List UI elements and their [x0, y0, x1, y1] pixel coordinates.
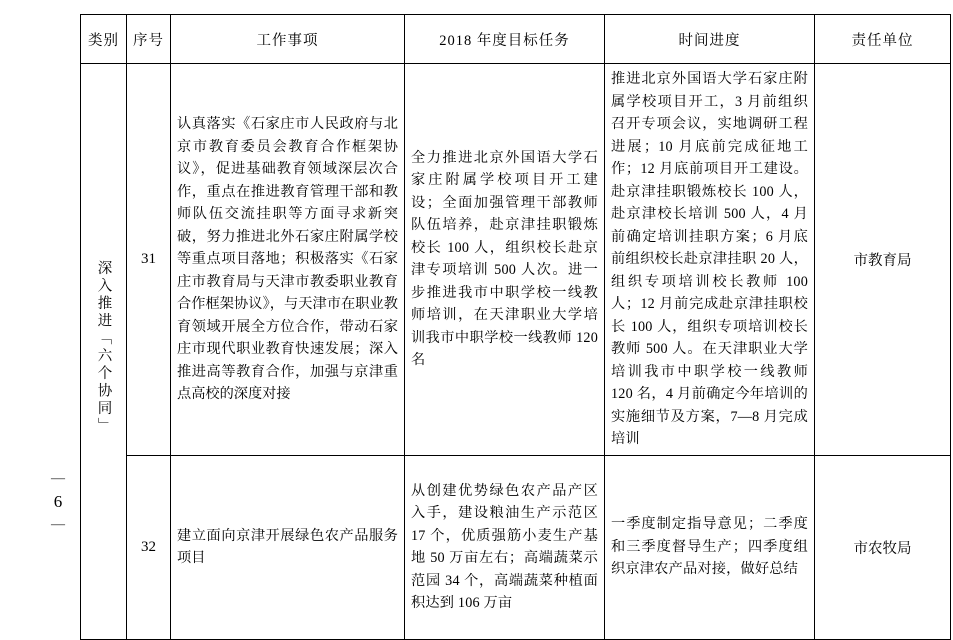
- annual-target-text: 全力推进北京外国语大学石家庄附属学校项目开工建设；全面加强管理干部教师队伍培养，赴京津挂职锻炼校长 100 人，组织校长赴京津专项培训 500 人次。进一步推进我市中职学校一线教师培训，在天津职业大学培训我市中职学校一线教师 120 名: [405, 64, 605, 456]
- page-number-dash-bottom: —: [51, 517, 65, 532]
- annual-target-text: 从创建优势绿色农产品产区入手，建设粮油生产示范区 17 个，优质强筋小麦生产基地 50 万亩左右；高端蔬菜示范园 34 个，高端蔬菜种植面积达到 106 万亩: [405, 455, 605, 639]
- row-index: 31: [127, 64, 171, 456]
- schedule-text: 推进北京外国语大学石家庄附属学校项目开工，3 月前组织召开专项会议，实地调研工程进展；10 月底前完成征地工作；12 月底前项目开工建设。赴京津挂职锻炼校长 100 人，赴京津校长培训 500 人，4 月前确定培训挂职方案；6 月底前组织校长赴京津挂职 20 人，组织专项培训校长教师 100 人；12 月前完成赴京津挂职校长 100 人，组织专项培训校长教师 500 人。在天津职业大学培训我市中职学校一线教师 120 名，4 月前确定今年培训的实施细节及方案，7—8 月完成培训: [605, 64, 815, 456]
- page-number-value: 6: [53, 492, 63, 511]
- responsible-unit-text: 市农牧局: [815, 455, 951, 639]
- column-header-responsible-unit: 责任单位: [815, 15, 951, 64]
- column-header-schedule: 时间进度: [605, 15, 815, 64]
- column-header-work-item: 工作事项: [171, 15, 405, 64]
- table-row: [81, 455, 951, 639]
- table-row: [81, 64, 951, 456]
- column-header-annual-target: 2018 年度目标任务: [405, 15, 605, 64]
- work-item-text: 认真落实《石家庄市人民政府与北京市教育委员会教育合作框架协议》，促进基础教育领域深层次合作，重点在推进教育管理干部和教师队伍交流挂职等方面寻求新突破，努力推进北外石家庄附属学校等重点项目落地；积极落实《石家庄市教育局与天津市教委职业教育合作框架协议》，与天津市在职业教育领域开展全方位合作，带动石家庄市现代职业教育快速发展；深入推进高等教育合作，加强与京津重点高校的深度对接: [171, 64, 405, 456]
- page-number: [38, 470, 78, 534]
- table-header-row: [81, 15, 951, 64]
- responsible-unit-text: 市教育局: [815, 64, 951, 456]
- column-header-index: 序号: [127, 15, 171, 64]
- schedule-text: 一季度制定指导意见；二季度和三季度督导生产；四季度组织京津农产品对接，做好总结: [605, 455, 815, 639]
- schedule-table: [80, 14, 951, 640]
- column-header-category: 类别: [81, 15, 127, 64]
- row-index: 32: [127, 455, 171, 639]
- category-label: 深入推进「六个协同」: [95, 260, 112, 436]
- work-item-text: 建立面向京津开展绿色农产品服务项目: [171, 455, 405, 639]
- page-number-dash-top: —: [51, 471, 65, 486]
- category-cell: [81, 64, 127, 640]
